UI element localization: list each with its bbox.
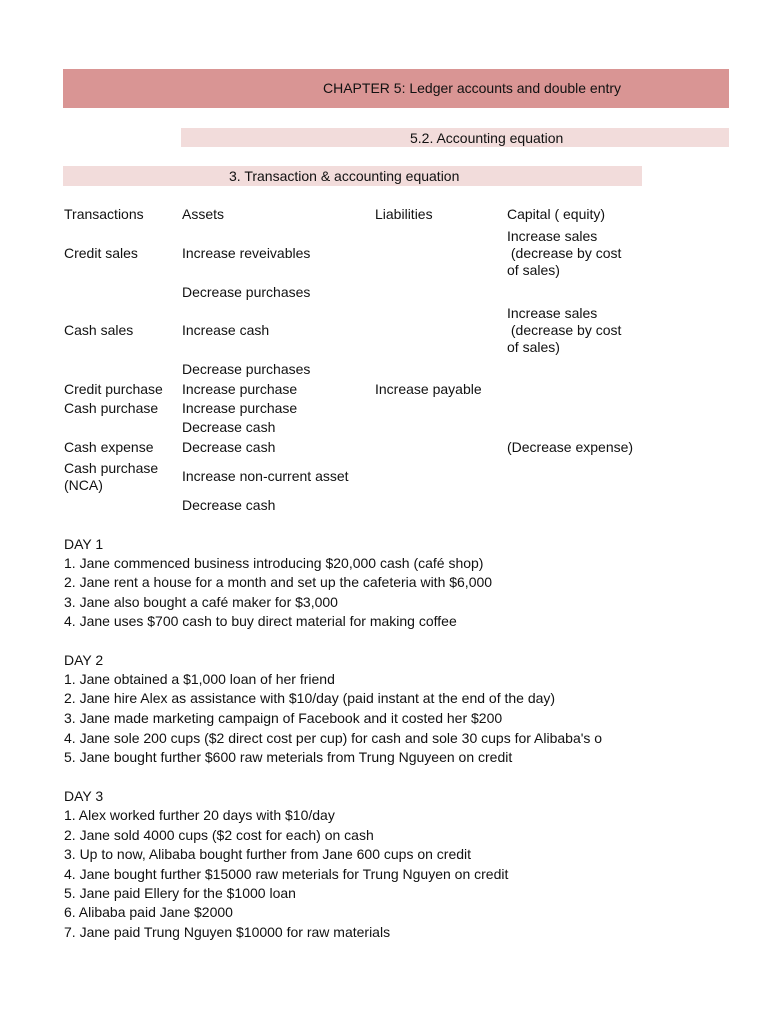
- row-credit-purchase-liability-1: Increase payable: [375, 381, 482, 397]
- day-3-item: 6. Alibaba paid Jane $2000: [64, 904, 233, 920]
- day-1-item: 3. Jane also bought a café maker for $3,000: [64, 594, 338, 610]
- day-2-item: 3. Jane made marketing campaign of Facebook and it costed her $200: [64, 710, 503, 726]
- table-header-transactions: Transactions: [64, 206, 144, 222]
- day-1-item: 4. Jane uses $700 cash to buy direct material for making coffee: [64, 613, 457, 629]
- table-header-liabilities: Liabilities: [375, 206, 433, 222]
- row-cash-purchase-nca-label-2: (NCA): [64, 477, 103, 493]
- day-3-item: 4. Jane bought further $15000 raw meterials for Trung Nguyen on credit: [64, 866, 509, 882]
- row-cash-sales-capital-2: (decrease by cost: [507, 322, 622, 338]
- row-cash-sales-capital-3: of sales): [507, 339, 560, 355]
- day-3-item: 5. Jane paid Ellery for the $1000 loan: [64, 885, 296, 901]
- section-title: 5.2. Accounting equation: [410, 130, 564, 146]
- row-cash-purchase-nca-asset-1: Increase non-current asset: [182, 468, 349, 484]
- row-cash-sales-label: Cash sales: [64, 322, 134, 338]
- row-cash-purchase-asset-2: Decrease cash: [182, 419, 276, 435]
- day-2-title: DAY 2: [64, 652, 104, 668]
- table-header-capital: Capital ( equity): [507, 206, 606, 222]
- day-3-item: 3. Up to now, Alibaba bought further from Jane 600 cups on credit: [64, 846, 472, 862]
- row-cash-purchase-asset-1: Increase purchase: [182, 400, 298, 416]
- row-credit-sales-capital-2: (decrease by cost: [507, 245, 622, 261]
- row-cash-sales-asset-1: Increase cash: [182, 322, 270, 338]
- day-1-title: DAY 1: [64, 536, 104, 552]
- row-cash-sales-capital-1: Increase sales: [507, 305, 598, 321]
- subsection-title: 3. Transaction & accounting equation: [229, 168, 460, 184]
- row-cash-sales-asset-2: Decrease purchases: [182, 361, 311, 377]
- row-cash-purchase-label: Cash purchase: [64, 400, 159, 416]
- table-header-assets: Assets: [182, 206, 225, 222]
- day-2-item: 2. Jane hire Alex as assistance with $10/day (paid instant at the end of the day): [64, 690, 556, 706]
- day-2-item: 5. Jane bought further $600 raw meterials from Trung Nguyeen on credit: [64, 749, 513, 765]
- row-credit-purchase-label: Credit purchase: [64, 381, 163, 397]
- row-credit-sales-asset-2: Decrease purchases: [182, 284, 311, 300]
- day-1-item: 1. Jane commenced business introducing $20,000 cash (café shop): [64, 555, 484, 571]
- row-credit-sales-capital-3: of sales): [507, 262, 560, 278]
- day-3-item: 1. Alex worked further 20 days with $10/day: [64, 807, 335, 823]
- row-cash-expense-capital-1: (Decrease expense): [507, 439, 634, 455]
- day-3-item: 7. Jane paid Trung Nguyen $10000 for raw materials: [64, 924, 391, 940]
- day-1-item: 2. Jane rent a house for a month and set up the cafeteria with $6,000: [64, 574, 493, 590]
- row-cash-purchase-nca-asset-2: Decrease cash: [182, 497, 276, 513]
- chapter-title: CHAPTER 5: Ledger accounts and double entry: [323, 80, 622, 96]
- day-3-item: 2. Jane sold 4000 cups ($2 cost for each) on cash: [64, 827, 374, 843]
- row-cash-expense-label: Cash expense: [64, 439, 154, 455]
- row-cash-purchase-nca-label-1: Cash purchase: [64, 460, 159, 476]
- row-credit-sales-label: Credit sales: [64, 245, 138, 261]
- row-credit-sales-capital-1: Increase sales: [507, 228, 598, 244]
- day-3-title: DAY 3: [64, 788, 104, 804]
- row-cash-expense-asset-1: Decrease cash: [182, 439, 276, 455]
- day-2-item: 4. Jane sole 200 cups ($2 direct cost per cup) for cash and sole 30 cups for Alibaba's o: [64, 730, 603, 746]
- row-credit-purchase-asset-1: Increase purchase: [182, 381, 298, 397]
- row-credit-sales-asset-1: Increase reveivables: [182, 245, 311, 261]
- day-2-item: 1. Jane obtained a $1,000 loan of her friend: [64, 671, 335, 687]
